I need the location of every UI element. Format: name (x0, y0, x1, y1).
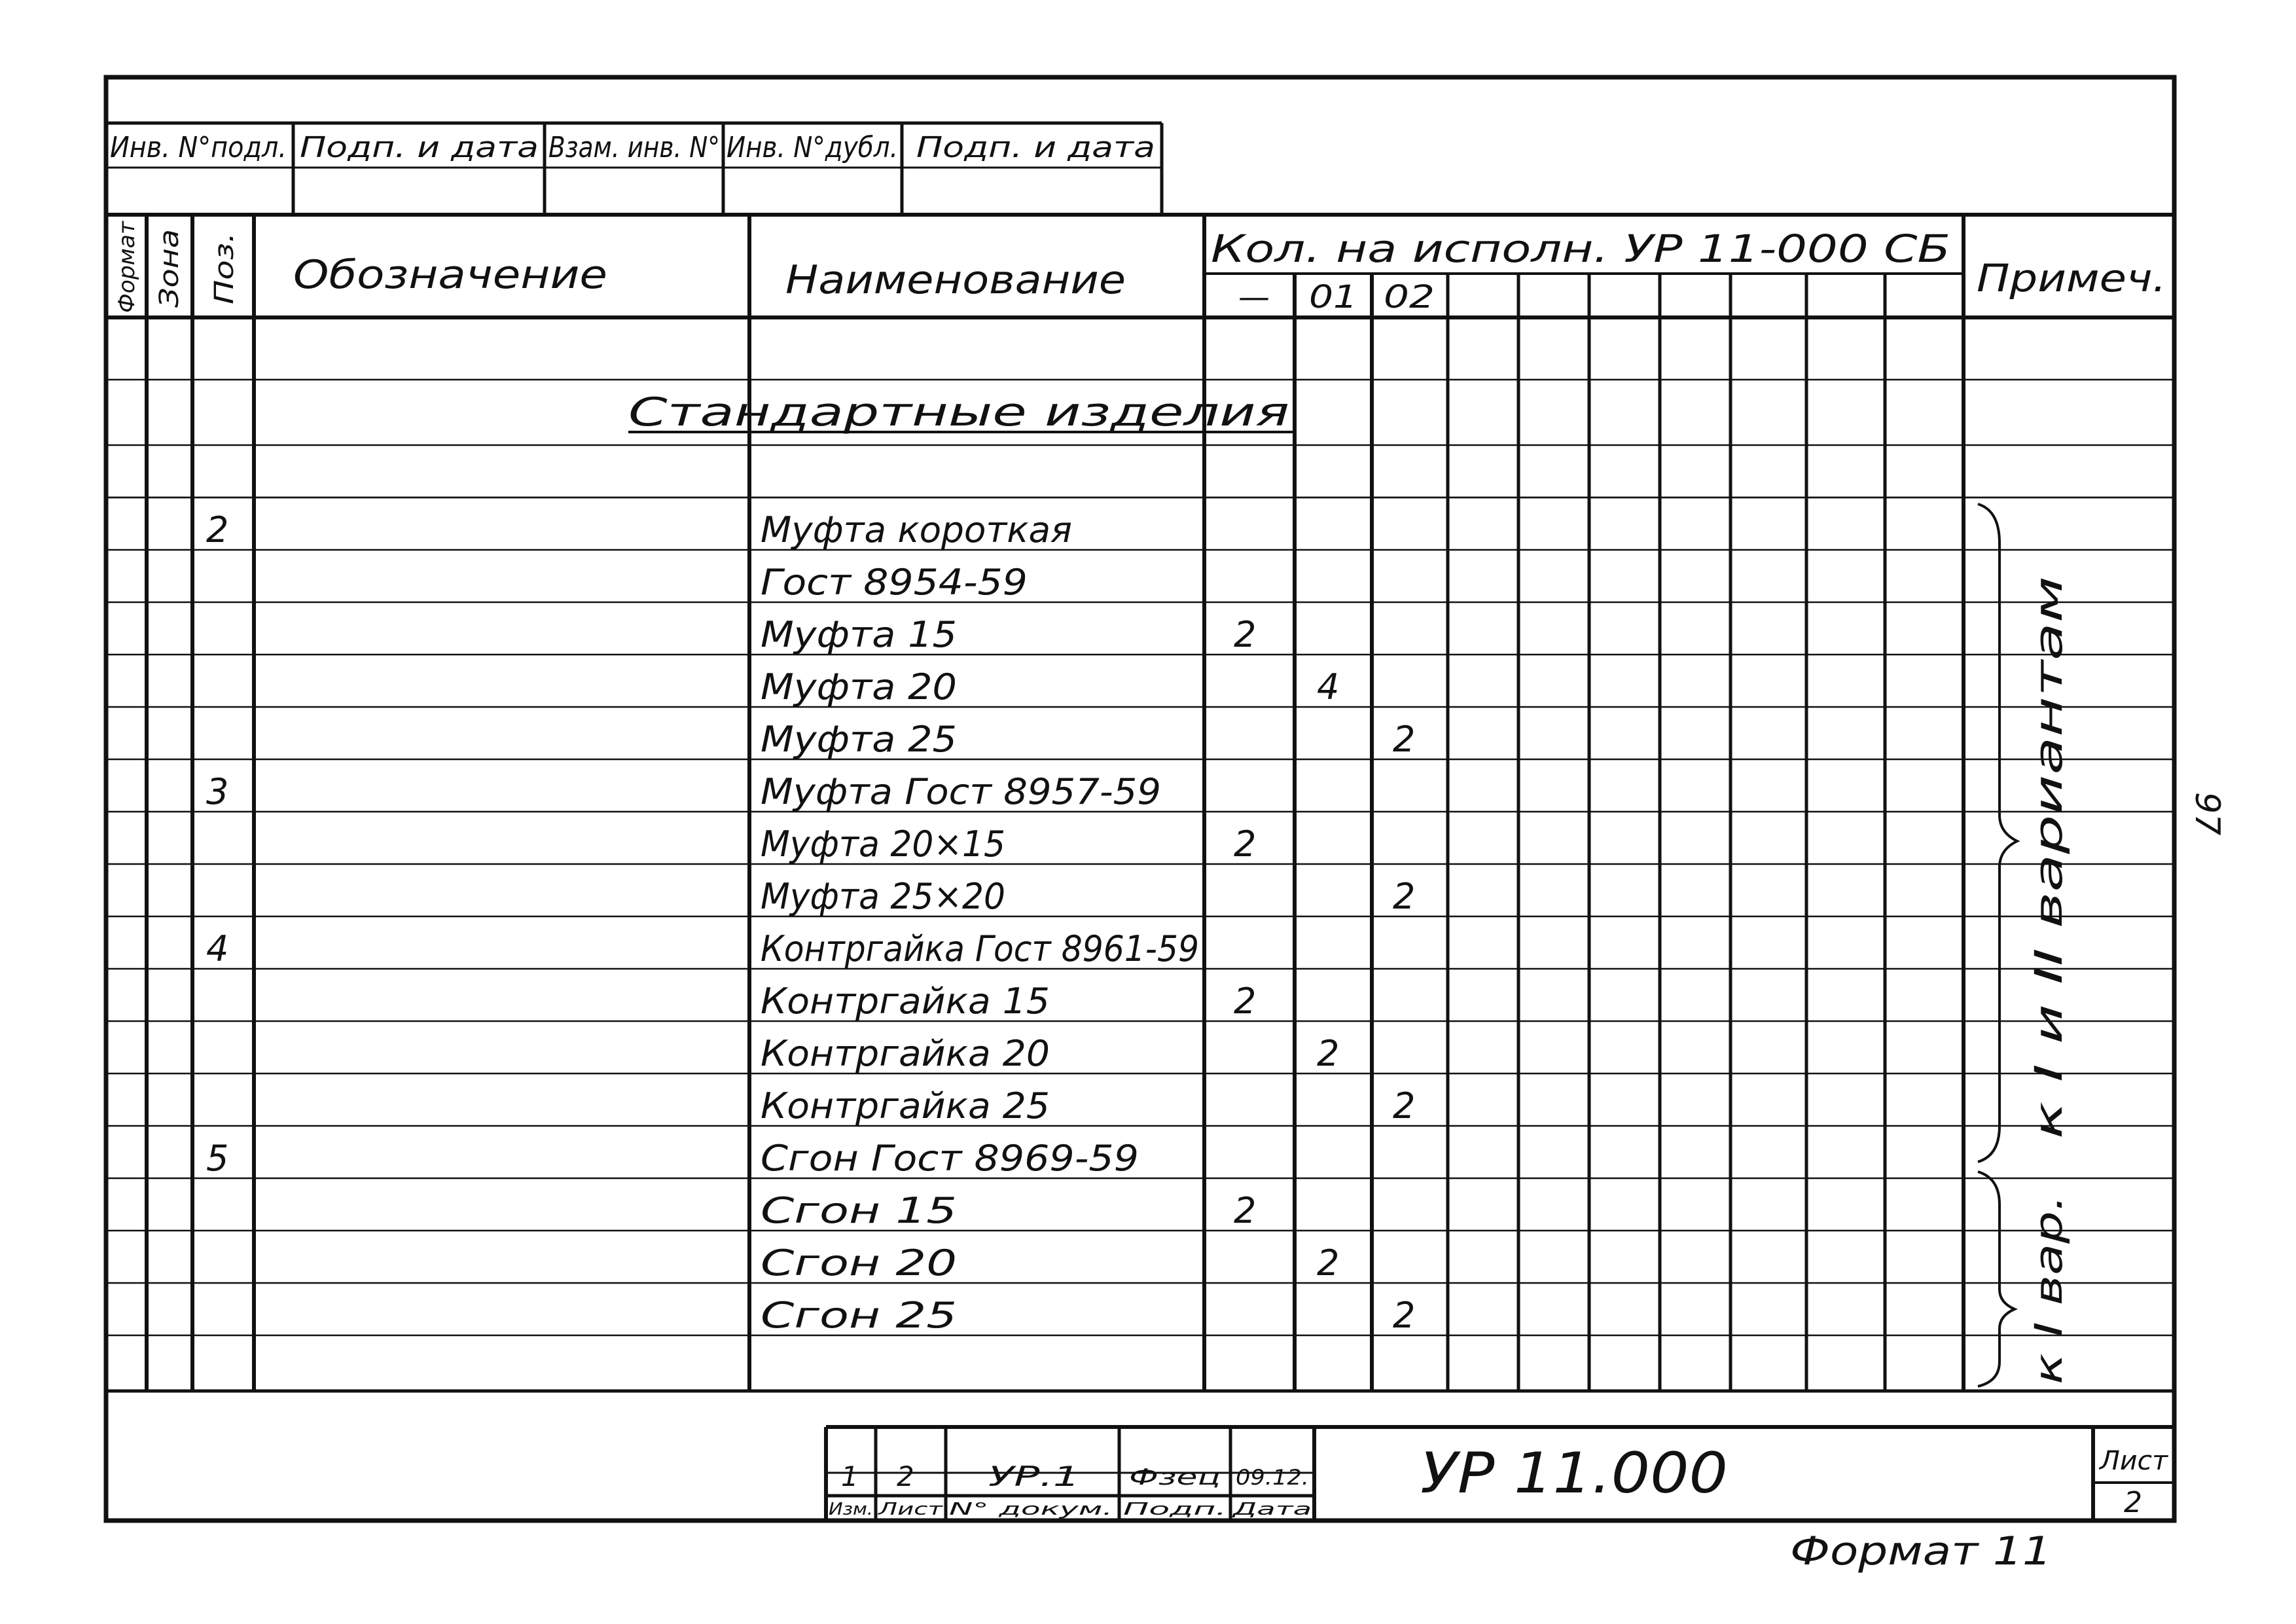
row-name: Гост 8954-59 (761, 562, 1028, 603)
notes (2026, 576, 2071, 1384)
row-qty-02: 2 (1393, 1085, 1416, 1127)
row-pos: 5 (206, 1138, 229, 1179)
row-name: Муфта 20 (761, 666, 957, 708)
row-qty-01: 4 (1317, 666, 1340, 708)
tb-label-change: Изм. (829, 1500, 873, 1519)
row-name: Контргайка 25 (761, 1085, 1050, 1127)
row-qty-02: 2 (1393, 1295, 1416, 1336)
row-qty-01: 2 (1317, 1242, 1340, 1284)
brace-variant-1 (1978, 1172, 2015, 1386)
note-braces (1978, 504, 2017, 1386)
header-qty-group: Кол. на исполн. УР 11-000 СБ (1211, 226, 1950, 271)
title-block-text (829, 1441, 2169, 1519)
row-pos: 3 (206, 771, 229, 812)
tb-label-doc: N° докум. (949, 1500, 1113, 1519)
row-name: Контргайка Гост 8961-59 (761, 928, 1199, 969)
row-name: Контргайка 15 (761, 981, 1050, 1022)
sheet-label: Лист (2098, 1446, 2169, 1476)
spec-rows (206, 509, 1415, 1336)
header-qty-02: 02 (1384, 279, 1435, 316)
row-qty-02: 2 (1393, 876, 1416, 917)
row-name: Муфта 15 (761, 614, 957, 655)
row-pos: 4 (206, 928, 229, 969)
row-qty-01: 2 (1317, 1033, 1340, 1074)
row-qty-base: 2 (1234, 614, 1257, 655)
inventory-stamp-labels (110, 131, 1155, 164)
header-format: Формат (114, 223, 140, 313)
tb-signature: Фзец (1129, 1464, 1221, 1490)
section-title: Стандартные изделия (628, 389, 1289, 435)
header-qty-dash: — (1238, 279, 1270, 316)
header-note: Примеч. (1977, 256, 2166, 300)
stamp-inv-orig: Инв. N°подл. (110, 131, 287, 164)
stamp-sign-date-1: Подп. и дата (300, 131, 539, 164)
row-qty-base: 2 (1234, 823, 1257, 865)
table-header (114, 221, 2166, 316)
tb-date: 09.12. (1236, 1465, 1309, 1490)
header-zone: Зона (154, 242, 185, 308)
note-variants-1-2: к I и II вариантам (2026, 793, 2071, 1139)
row-name: Муфта Гост 8957-59 (761, 771, 1161, 812)
row-name: Муфта короткая (761, 509, 1072, 550)
tb-sheet-no: 2 (897, 1460, 914, 1492)
row-name: Муфта 25×20 (761, 876, 1005, 917)
tb-doc-no: УР.1 (988, 1460, 1080, 1492)
row-name: Сгон 25 (761, 1295, 957, 1336)
row-lines (106, 380, 2174, 1335)
row-name: Сгон Гост 8969-59 (761, 1138, 1139, 1179)
row-qty-base: 2 (1234, 1190, 1257, 1231)
row-name: Контргайка 20 (761, 1033, 1050, 1074)
row-pos: 2 (206, 509, 229, 550)
tb-label-sheet: Лист (877, 1500, 944, 1519)
row-name: Муфта 20×15 (761, 823, 1005, 865)
tb-label-sign: Подп. (1123, 1500, 1227, 1519)
sheet-number: 2 (2124, 1486, 2142, 1519)
row-name: Сгон 20 (761, 1242, 957, 1284)
row-name: Муфта 25 (761, 719, 957, 760)
header-designation: Обозначение (293, 252, 607, 298)
tb-label-date: Дата (1232, 1500, 1312, 1519)
header-qty-01: 01 (1309, 279, 1357, 316)
tb-change-no: 1 (841, 1460, 859, 1492)
stamp-inv-dup: Инв. N°дубл. (726, 131, 898, 164)
row-qty-base: 2 (1234, 981, 1257, 1022)
note-variant-1: к I вар. (2026, 1244, 2071, 1384)
stamp-sign-date-2: Подп. и дата (916, 131, 1155, 164)
document-code: УР 11.000 (1420, 1441, 1728, 1506)
format-label: Формат 11 (1790, 1528, 2052, 1574)
header-name: Наименование (785, 257, 1126, 303)
stamp-replace-inv: Взам. инв. N° (548, 131, 720, 164)
header-pos: Поз. (209, 246, 240, 304)
side-page-number: 97 (2187, 792, 2227, 836)
row-qty-02: 2 (1393, 719, 1416, 760)
row-name: Сгон 15 (761, 1190, 957, 1231)
